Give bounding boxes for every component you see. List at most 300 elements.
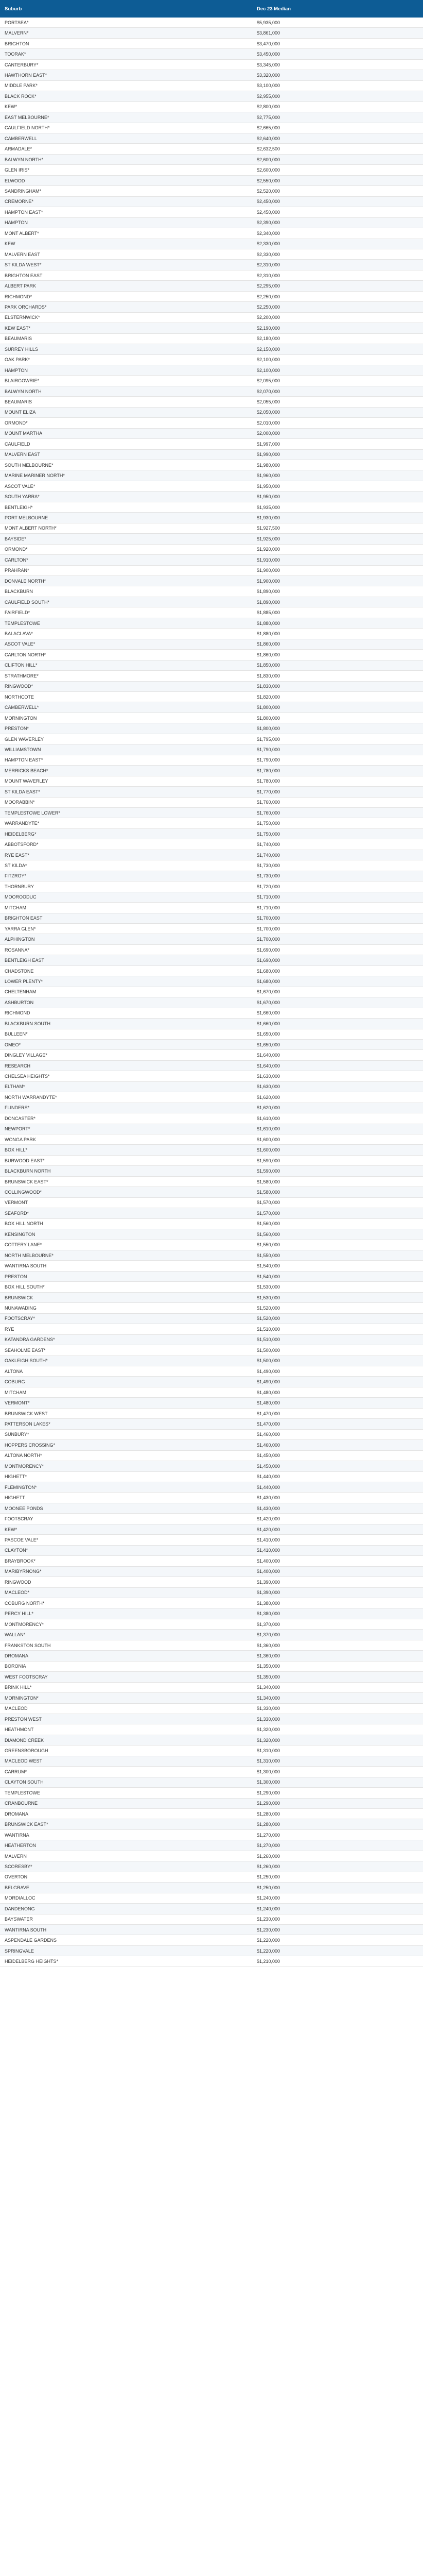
table-row (0, 1883, 423, 1893)
table-row (0, 523, 423, 534)
table-row (0, 1177, 423, 1187)
suburb-cell: SUNBURY* (5, 1432, 29, 1437)
table-row (0, 502, 423, 513)
table-row (0, 787, 423, 797)
suburb-cell: ALPHINGTON (5, 937, 35, 942)
suburb-cell: BULLEEN* (5, 1031, 28, 1037)
suburb-cell: CARRUM* (5, 1769, 27, 1774)
suburb-cell: STRATHMORE* (5, 673, 39, 679)
table-row (0, 1356, 423, 1366)
suburb-cell: OVERTON (5, 1874, 28, 1880)
median-cell: $1,670,000 (257, 999, 280, 1005)
suburb-cell: TEMPLESTOWE (5, 620, 40, 626)
suburb-cell: MACLEOD WEST (5, 1758, 43, 1764)
suburb-cell: KATANDRA GARDENS* (5, 1337, 55, 1343)
median-cell: $2,295,000 (257, 283, 280, 289)
suburb-cell: BRUNSWICK EAST* (5, 1822, 48, 1827)
suburb-cell: MOOROODUC (5, 894, 37, 900)
median-cell: $1,290,000 (257, 1801, 280, 1806)
median-cell: $1,620,000 (257, 1105, 280, 1111)
median-cell: $2,150,000 (257, 346, 280, 352)
table-row (0, 1745, 423, 1756)
median-cell: $1,620,000 (257, 1094, 280, 1100)
table-row (0, 1409, 423, 1419)
median-cell: $1,380,000 (257, 1600, 280, 1606)
table-row (0, 987, 423, 997)
table-row (0, 1598, 423, 1608)
suburb-cell: BRUNSWICK (5, 1295, 33, 1300)
table-row (0, 1272, 423, 1282)
median-cell: $2,632,500 (257, 146, 280, 152)
median-cell: $2,310,000 (257, 262, 280, 268)
median-cell: $3,470,000 (257, 41, 280, 46)
median-cell: $2,010,000 (257, 420, 280, 426)
suburb-cell: WANTIRNA SOUTH (5, 1927, 47, 1933)
table-row (0, 534, 423, 544)
suburb-cell: BRINK HILL* (5, 1685, 32, 1690)
table-row (0, 734, 423, 744)
median-cell: $1,410,000 (257, 1548, 280, 1553)
median-cell: $1,820,000 (257, 694, 280, 700)
suburb-cell: COBURG (5, 1379, 25, 1385)
median-cell: $1,560,000 (257, 1231, 280, 1237)
median-cell: $2,800,000 (257, 104, 280, 110)
suburb-cell: BELGRAVE (5, 1885, 29, 1890)
table-row (0, 1788, 423, 1798)
suburb-cell: YARRA GLEN* (5, 926, 36, 931)
suburb-cell: ASCOT VALE* (5, 483, 36, 489)
table-row (0, 660, 423, 671)
median-cell: $1,780,000 (257, 778, 280, 784)
median-cell: $1,960,000 (257, 473, 280, 479)
median-cell: $1,520,000 (257, 1316, 280, 1321)
median-cell: $1,550,000 (257, 1242, 280, 1248)
suburb-cell: BLAIRGOWRIE* (5, 378, 40, 384)
median-cell: $1,440,000 (257, 1474, 280, 1480)
table-row (0, 197, 423, 207)
suburb-cell: MALVERN EAST (5, 251, 40, 257)
suburb-cell: MALVERN (5, 1853, 27, 1859)
table-row (0, 882, 423, 892)
median-cell: $1,460,000 (257, 1442, 280, 1448)
table-row (0, 1092, 423, 1103)
median-cell: $1,500,000 (257, 1358, 280, 1364)
median-cell: $1,450,000 (257, 1463, 280, 1469)
table-row (0, 397, 423, 407)
suburb-cell: ST KILDA EAST* (5, 789, 40, 794)
median-cell: $1,935,000 (257, 504, 280, 510)
suburb-cell: CLAYTON* (5, 1548, 28, 1553)
median-cell: $1,680,000 (257, 968, 280, 974)
table-row (0, 976, 423, 987)
table-row (0, 586, 423, 597)
table-row (0, 355, 423, 365)
table-row (0, 1240, 423, 1250)
suburb-cell: FAIRFIELD* (5, 610, 30, 616)
median-cell: $1,390,000 (257, 1579, 280, 1585)
suburb-cell: MONT ALBERT* (5, 230, 39, 236)
suburb-cell: ABBOTSFORD* (5, 842, 39, 848)
median-cell: $1,610,000 (257, 1126, 280, 1132)
median-cell: $1,370,000 (257, 1632, 280, 1638)
median-cell: $1,600,000 (257, 1147, 280, 1153)
median-cell: $1,560,000 (257, 1221, 280, 1227)
table-row (0, 1008, 423, 1019)
table-row (0, 1482, 423, 1493)
suburb-cell: HIGHETT (5, 1495, 25, 1501)
median-cell: $2,100,000 (257, 357, 280, 363)
suburb-cell: BALACLAVA* (5, 631, 33, 636)
table-row (0, 776, 423, 787)
suburb-cell: ROSANNA* (5, 947, 30, 953)
median-cell: $1,450,000 (257, 1453, 280, 1459)
suburb-cell: HAMPTON (5, 220, 28, 226)
median-cell: $1,570,000 (257, 1200, 280, 1206)
median-cell: $1,670,000 (257, 989, 280, 995)
median-cell: $1,570,000 (257, 1210, 280, 1216)
table-row (0, 1914, 423, 1925)
suburb-cell: BEAUMARIS (5, 336, 32, 342)
table-row (0, 1019, 423, 1029)
table-row (0, 470, 423, 481)
median-cell: $1,950,000 (257, 494, 280, 500)
table-row (0, 1925, 423, 1935)
median-cell: $1,760,000 (257, 810, 280, 816)
table-row (0, 1082, 423, 1092)
suburb-cell: TEMPLESTOWE LOWER* (5, 810, 60, 816)
suburb-cell: KEW (5, 241, 15, 247)
table-row (0, 1861, 423, 1872)
suburb-cell: HAMPTON EAST* (5, 757, 43, 763)
median-cell: $1,880,000 (257, 631, 280, 636)
median-cell: $1,830,000 (257, 684, 280, 689)
table-row (0, 692, 423, 702)
suburb-cell: KEW* (5, 104, 17, 110)
median-cell: $2,340,000 (257, 230, 280, 236)
table-row (0, 1061, 423, 1071)
median-cell: $1,530,000 (257, 1284, 280, 1290)
suburb-cell: SANDRINGHAM* (5, 188, 42, 194)
median-cell: $1,550,000 (257, 1252, 280, 1258)
table-row (0, 1219, 423, 1229)
suburb-cell: FRANKSTON SOUTH (5, 1642, 51, 1648)
median-cell: $1,860,000 (257, 641, 280, 647)
suburb-cell: NORTH MELBOURNE* (5, 1252, 54, 1258)
median-cell: $1,470,000 (257, 1421, 280, 1427)
median-cell: $1,650,000 (257, 1042, 280, 1047)
table-row (0, 1335, 423, 1345)
suburb-cell: MITCHAM (5, 1389, 26, 1395)
table-row (0, 102, 423, 112)
suburb-cell: DROMANA (5, 1653, 29, 1658)
median-cell: $2,310,000 (257, 273, 280, 278)
table-row (0, 91, 423, 101)
suburb-cell: CANTERBURY* (5, 62, 39, 67)
table-row (0, 1250, 423, 1261)
table-row (0, 49, 423, 59)
median-cell: $1,780,000 (257, 768, 280, 773)
table-row (0, 418, 423, 428)
table-row (0, 323, 423, 333)
median-cell: $2,200,000 (257, 315, 280, 320)
suburb-cell: MERRICKS BEACH* (5, 768, 48, 773)
median-cell: $1,690,000 (257, 958, 280, 963)
suburb-cell: THORNBURY (5, 884, 34, 889)
median-cell: $1,360,000 (257, 1653, 280, 1658)
median-cell: $1,880,000 (257, 620, 280, 626)
median-cell: $1,790,000 (257, 747, 280, 752)
suburb-cell: MOORABBIN* (5, 800, 35, 805)
table-row (0, 1714, 423, 1724)
table-row (0, 997, 423, 1008)
median-cell: $2,390,000 (257, 220, 280, 226)
table-row (0, 1324, 423, 1334)
median-cell: $1,540,000 (257, 1263, 280, 1269)
median-cell: $1,650,000 (257, 1031, 280, 1037)
suburb-cell: RESEARCH (5, 1063, 31, 1069)
table-row (0, 1956, 423, 1967)
median-cell: $1,720,000 (257, 884, 280, 889)
table-row (0, 176, 423, 186)
median-cell: $2,000,000 (257, 431, 280, 436)
table-row (0, 1156, 423, 1166)
median-cell: $1,280,000 (257, 1811, 280, 1817)
suburb-cell: HEATHERTON (5, 1843, 37, 1849)
median-cell: $1,740,000 (257, 852, 280, 858)
median-cell: $1,640,000 (257, 1053, 280, 1058)
table-row (0, 460, 423, 470)
suburb-cell: HEIDELBERG HEIGHTS* (5, 1959, 59, 1964)
table-row (0, 671, 423, 681)
median-cell: $1,390,000 (257, 1590, 280, 1596)
table-row (0, 270, 423, 281)
table-row (0, 1303, 423, 1313)
median-cell: $1,240,000 (257, 1906, 280, 1911)
table-row (0, 18, 423, 28)
median-cell: $1,900,000 (257, 578, 280, 584)
suburb-cell: VERMONT* (5, 1400, 30, 1406)
median-cell: $1,540,000 (257, 1274, 280, 1279)
median-cell: $1,480,000 (257, 1400, 280, 1406)
table-row (0, 1377, 423, 1387)
median-cell: $1,230,000 (257, 1927, 280, 1933)
suburb-cell: BRIGHTON (5, 41, 29, 46)
median-cell: $2,330,000 (257, 251, 280, 257)
table-row (0, 1430, 423, 1440)
median-cell: $1,470,000 (257, 1411, 280, 1416)
suburb-cell: HEIDELBERG* (5, 831, 37, 837)
table-row (0, 566, 423, 576)
suburb-cell: MORNINGTON (5, 715, 37, 721)
table-row (0, 1187, 423, 1197)
median-cell: $1,900,000 (257, 568, 280, 573)
suburb-cell: BLACKBURN SOUTH (5, 1021, 51, 1026)
median-cell: $1,440,000 (257, 1484, 280, 1490)
median-cell: $1,430,000 (257, 1495, 280, 1501)
suburb-cell: BEAUMARIS (5, 399, 32, 405)
suburb-cell: BOX HILL NORTH (5, 1221, 43, 1227)
suburb-cell: RICHMOND (5, 1010, 30, 1016)
median-cell: $1,490,000 (257, 1368, 280, 1374)
suburb-cell: EAST MELBOURNE* (5, 114, 49, 120)
suburb-cell: HAWTHORN EAST* (5, 72, 47, 78)
table-row (0, 281, 423, 291)
median-cell: $1,380,000 (257, 1611, 280, 1617)
suburb-cell: RINGWOOD (5, 1579, 31, 1585)
suburb-cell: SEAFORD* (5, 1210, 29, 1216)
table-row (0, 1893, 423, 1904)
median-cell: $1,220,000 (257, 1948, 280, 1954)
suburb-cell: SOUTH YARRA* (5, 494, 40, 500)
median-cell: $1,310,000 (257, 1748, 280, 1754)
median-cell: $3,450,000 (257, 52, 280, 57)
suburb-cell: ST KILDA* (5, 862, 27, 868)
suburb-cell: SEAHOLME EAST* (5, 1347, 46, 1353)
table-row (0, 1282, 423, 1292)
table-row (0, 1366, 423, 1377)
table-row (0, 1261, 423, 1271)
median-cell: $1,480,000 (257, 1389, 280, 1395)
median-cell: $1,590,000 (257, 1158, 280, 1163)
median-cell: $1,320,000 (257, 1737, 280, 1743)
median-cell: $1,800,000 (257, 715, 280, 721)
suburb-cell: BORONIA (5, 1664, 26, 1669)
suburb-cell: COTTERY LANE* (5, 1242, 42, 1248)
median-cell: $2,450,000 (257, 209, 280, 215)
suburb-cell: MOUNT WAVERLEY (5, 778, 48, 784)
table-row (0, 492, 423, 502)
suburb-cell: MARINE MARINER NORTH* (5, 473, 65, 479)
median-cell: $1,750,000 (257, 831, 280, 837)
median-cell: $2,330,000 (257, 241, 280, 247)
suburb-cell: FLEMINGTON* (5, 1484, 37, 1490)
table-row (0, 639, 423, 650)
suburb-cell: DIAMOND CREEK (5, 1737, 44, 1743)
table-row (0, 1819, 423, 1829)
suburb-cell: BRIGHTON EAST (5, 916, 43, 921)
table-row (0, 1809, 423, 1819)
table-row (0, 576, 423, 586)
suburb-cell: BAYSWATER (5, 1917, 33, 1922)
suburb-cell: MOUNT ELIZA (5, 410, 36, 415)
table-row (0, 1113, 423, 1124)
median-cell: $1,520,000 (257, 1306, 280, 1311)
median-cell: $1,270,000 (257, 1832, 280, 1838)
suburb-cell: MORNINGTON* (5, 1695, 39, 1701)
table-row (0, 1050, 423, 1060)
table-row (0, 302, 423, 312)
suburb-cell: OMEO* (5, 1042, 21, 1047)
suburb-cell: ALTONA (5, 1368, 23, 1374)
median-cell: $1,830,000 (257, 673, 280, 679)
suburb-cell: MACLEOD* (5, 1590, 30, 1596)
table-row (0, 228, 423, 239)
table-row (0, 829, 423, 839)
table-row (0, 1208, 423, 1218)
table-row (0, 702, 423, 713)
suburb-cell: CAULFIELD (5, 441, 30, 447)
suburb-cell: GLEN IRIS* (5, 167, 30, 173)
table-row (0, 1071, 423, 1081)
suburb-cell: PRAHRAN* (5, 568, 29, 573)
median-cell: $1,310,000 (257, 1758, 280, 1764)
suburb-cell: MONTMORENCY* (5, 1621, 44, 1627)
table-row (0, 934, 423, 944)
median-cell: $1,430,000 (257, 1505, 280, 1511)
median-cell: $1,730,000 (257, 862, 280, 868)
suburb-cell: ORMOND* (5, 420, 28, 426)
median-cell: $1,730,000 (257, 873, 280, 879)
suburb-cell: NEWPORT* (5, 1126, 30, 1132)
table-row (0, 239, 423, 249)
suburb-cell: ALTONA NORTH* (5, 1453, 42, 1459)
median-cell: $1,330,000 (257, 1706, 280, 1711)
median-cell: $1,800,000 (257, 726, 280, 732)
table-row (0, 798, 423, 808)
table-row (0, 818, 423, 828)
median-cell: $2,955,000 (257, 93, 280, 99)
median-cell: $1,300,000 (257, 1780, 280, 1785)
suburb-cell: OAK PARK* (5, 357, 30, 363)
median-cell: $2,250,000 (257, 294, 280, 299)
table-row (0, 892, 423, 903)
median-cell: $1,800,000 (257, 705, 280, 710)
suburb-cell: BOX HILL* (5, 1147, 28, 1153)
suburb-cell: CHELTENHAM (5, 989, 37, 995)
table-row (0, 1472, 423, 1482)
suburb-cell: DANDENONG (5, 1906, 35, 1911)
suburb-cell: HAMPTON EAST* (5, 209, 43, 215)
table-row (0, 1514, 423, 1524)
suburb-cell: GREENSBOROUGH (5, 1748, 48, 1754)
suburb-cell: NORTHCOTE (5, 694, 34, 700)
table-row (0, 123, 423, 133)
median-cell: $1,710,000 (257, 894, 280, 900)
median-cell: $1,340,000 (257, 1695, 280, 1701)
median-cell: $2,640,000 (257, 135, 280, 141)
table-row (0, 186, 423, 196)
table-row (0, 344, 423, 354)
suburb-cell: LOWER PLENTY* (5, 978, 43, 984)
table-row (0, 629, 423, 639)
median-cell: $1,410,000 (257, 1537, 280, 1543)
suburb-cell: HOPPERS CROSSING* (5, 1442, 56, 1448)
header-suburb: Suburb (5, 6, 22, 12)
suburb-cell: RINGWOOD* (5, 684, 33, 689)
table-row (0, 860, 423, 871)
table-row (0, 1872, 423, 1883)
suburb-cell: GLEN WAVERLEY (5, 736, 44, 742)
table-row (0, 70, 423, 80)
median-cell: $1,795,000 (257, 736, 280, 742)
table-row (0, 1314, 423, 1324)
table-row (0, 1493, 423, 1503)
table-row (0, 1672, 423, 1682)
median-cell: $1,220,000 (257, 1938, 280, 1943)
suburb-cell: PARK ORCHARDS* (5, 304, 47, 310)
suburb-cell: CAMBERWELL (5, 135, 37, 141)
median-cell: $1,350,000 (257, 1674, 280, 1680)
median-cell: $1,690,000 (257, 947, 280, 953)
median-cell: $1,700,000 (257, 926, 280, 931)
median-cell: $1,850,000 (257, 663, 280, 668)
table-row (0, 1556, 423, 1566)
table-row (0, 597, 423, 607)
suburb-cell: FOOTSCRAY* (5, 1316, 35, 1321)
table-row (0, 1756, 423, 1767)
suburb-cell: PRESTON* (5, 726, 29, 732)
table-row (0, 682, 423, 692)
